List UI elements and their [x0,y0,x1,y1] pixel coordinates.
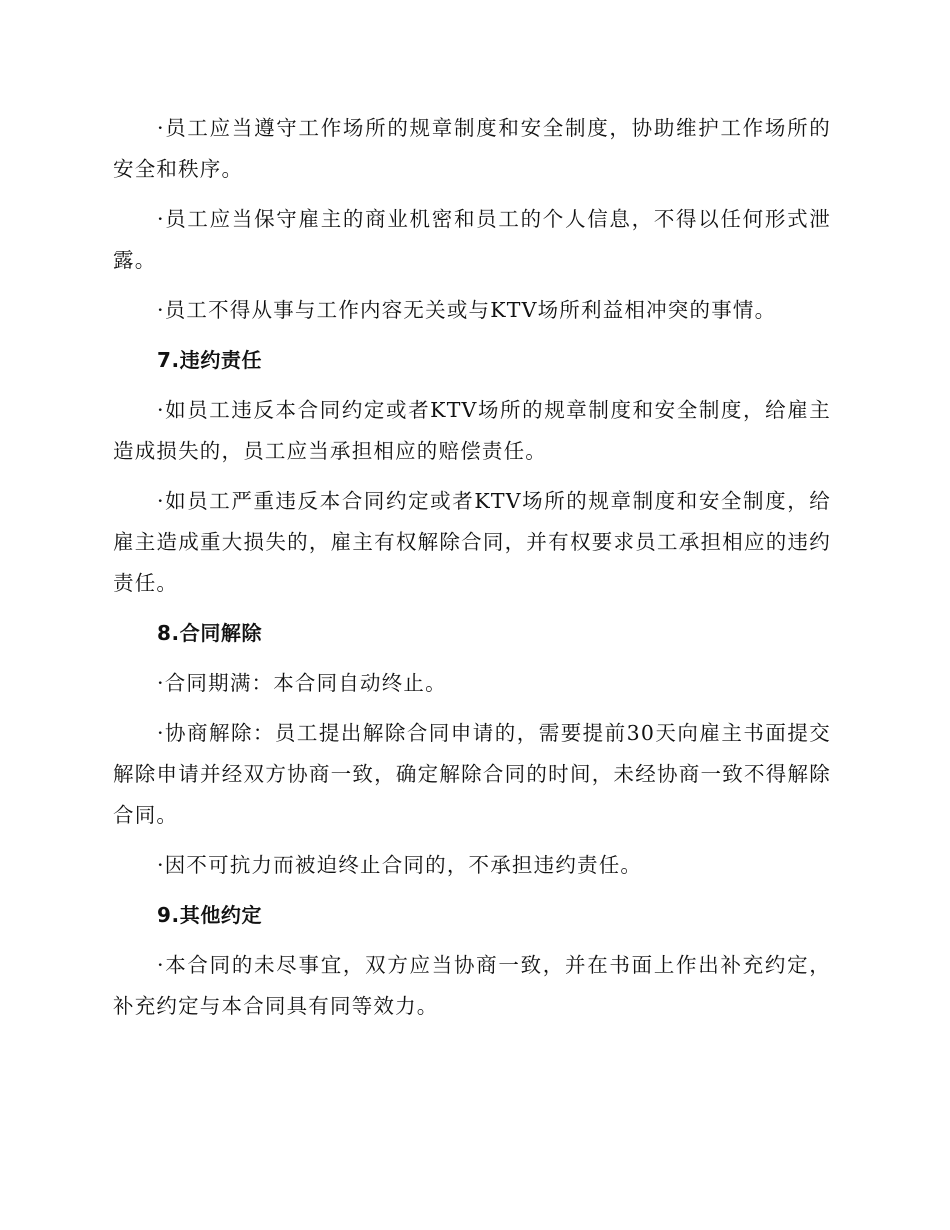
clause-paragraph: ·本合同的未尽事宜，双方应当协商一致，并在书面上作出补充约定，补充约定与本合同具有同等效力。 [113,953,831,1018]
clause-paragraph: ·协商解除：员工提出解除合同申请的，需要提前30天向雇主书面提交解除申请并经双方协商一致，确定解除合同的时间，未经协商一致不得解除合同。 [113,721,831,827]
clause-paragraph: ·合同期满：本合同自动终止。 [157,671,447,695]
clause-paragraph: ·如员工违反本合同约定或者KTV场所的规章制度和安全制度，给雇主造成损失的，员工应当承担相应的赔偿责任。 [113,398,831,463]
clause-paragraph: ·因不可抗力而被迫终止合同的，不承担违约责任。 [157,853,643,877]
section-heading-other-terms: 9.其他约定 [157,903,263,927]
section-heading-breach-liability: 7.违约责任 [157,348,263,372]
clause-paragraph: ·如员工严重违反本合同约定或者KTV场所的规章制度和安全制度，给雇主造成重大损失的，雇主有权解除合同，并有权要求员工承担相应的违约责任。 [113,489,831,595]
clause-paragraph: ·员工不得从事与工作内容无关或与KTV场所利益相冲突的事情。 [157,298,777,322]
section-heading-termination: 8.合同解除 [157,621,263,645]
clause-paragraph: ·员工应当遵守工作场所的规章制度和安全制度，协助维护工作场所的安全和秩序。 [113,116,831,181]
clause-paragraph: ·员工应当保守雇主的商业机密和员工的个人信息，不得以任何形式泄露。 [113,207,831,272]
document-body [113,108,831,1036]
